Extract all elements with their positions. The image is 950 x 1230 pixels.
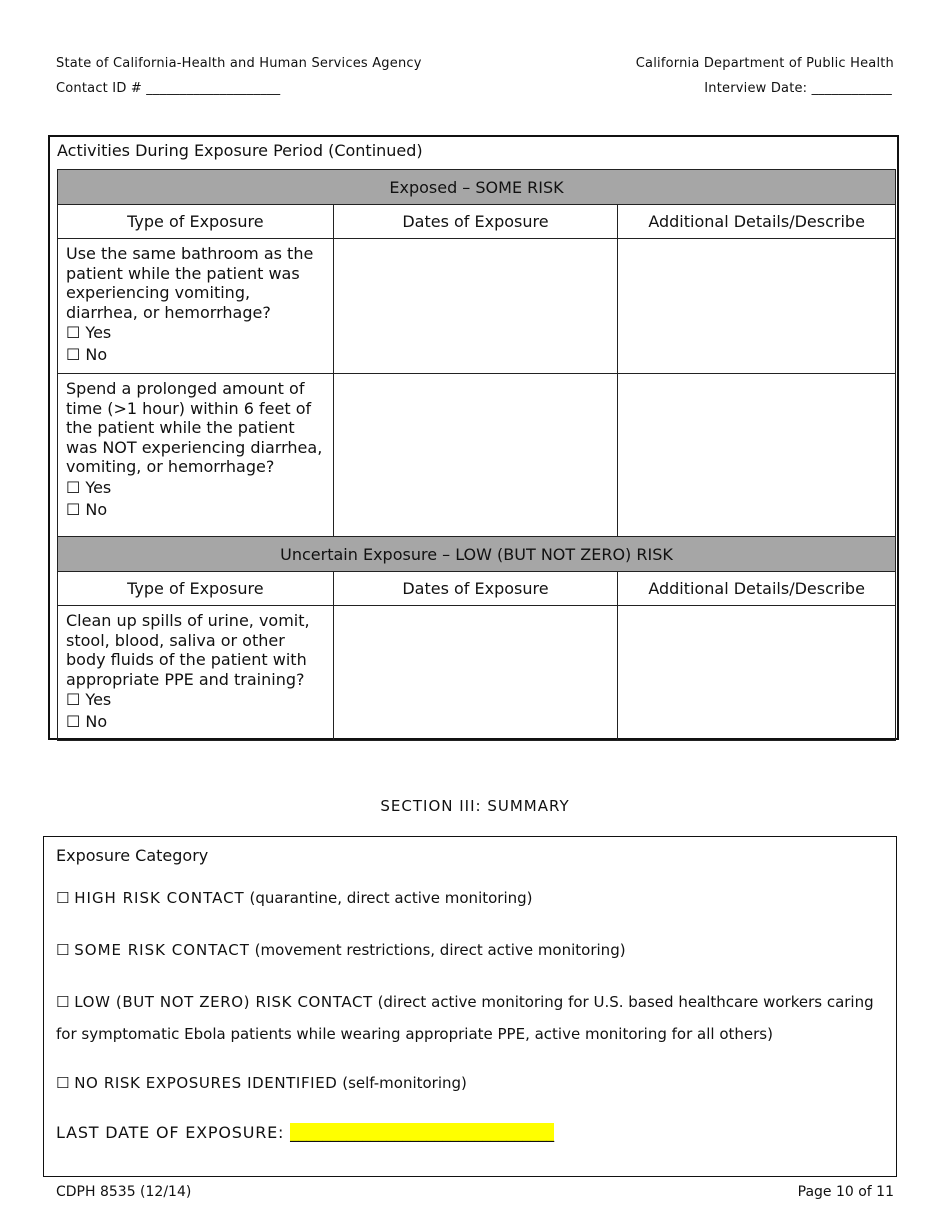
col-type-header: Type of Exposure [58, 205, 334, 239]
last-date-label: LAST DATE OF EXPOSURE: [56, 1123, 291, 1142]
last-date-row [56, 1123, 554, 1142]
activities-caption: Activities During Exposure Period (Continued) [57, 141, 423, 160]
low-risk-desc-continued: for symptomatic Ebola patients while wearing appropriate PPE, active monitoring for all others) [56, 1025, 773, 1043]
details-cell[interactable] [618, 374, 896, 537]
high-risk-label: HIGH RISK CONTACT [74, 889, 245, 907]
details-cell[interactable] [618, 239, 896, 374]
interview-date-field[interactable]: Interview Date: ____________ [704, 81, 892, 96]
table-row [58, 374, 896, 537]
table-row [58, 239, 896, 374]
dates-cell[interactable] [333, 239, 618, 374]
dates-cell[interactable] [333, 374, 618, 537]
some-risk-option[interactable] [56, 941, 626, 959]
exposure-category-label: Exposure Category [56, 846, 209, 865]
some-risk-desc: (movement restrictions, direct active monitoring) [254, 941, 626, 959]
low-risk-option[interactable] [56, 993, 892, 1011]
question-cell [58, 374, 334, 537]
high-risk-option[interactable] [56, 889, 533, 907]
col-details-header: Additional Details/Describe [618, 205, 896, 239]
question-text: Clean up spills of urine, vomit, stool, blood, saliva or other body fluids of the patient with appropriate PPE and training? [66, 611, 310, 689]
department-name: California Department of Public Health [635, 56, 894, 71]
low-risk-band [58, 537, 896, 572]
last-date-field[interactable]: _________________________________ [290, 1123, 555, 1142]
high-risk-checkbox[interactable]: ☐ [56, 889, 70, 907]
col-dates-header: Dates of Exposure [333, 205, 618, 239]
low-risk-desc: (direct active monitoring for U.S. based healthcare workers caring [377, 993, 874, 1011]
activities-box [48, 135, 899, 740]
question-text: Spend a prolonged amount of time (>1 hour) within 6 feet of the patient while the patient was NOT experiencing diarrhea, vomiting, or hemorrhage? [66, 379, 323, 477]
dates-cell[interactable] [333, 606, 618, 741]
no-checkbox[interactable]: ☐ No [66, 499, 108, 519]
yes-checkbox[interactable]: ☐ Yes [66, 477, 112, 497]
question-cell [58, 239, 334, 374]
question-cell [58, 606, 334, 741]
some-risk-label: SOME RISK CONTACT [74, 941, 250, 959]
column-header-row [58, 572, 896, 606]
column-header-row [58, 205, 896, 239]
table-row [58, 606, 896, 741]
yes-checkbox[interactable]: ☐ Yes [66, 323, 112, 343]
question-text: Use the same bathroom as the patient while the patient was experiencing vomiting, diarrhea, or hemorrhage? [66, 244, 314, 322]
form-id: CDPH 8535 (12/14) [56, 1184, 192, 1200]
no-risk-desc: (self-monitoring) [342, 1074, 467, 1092]
agency-name: State of California-Health and Human Services Agency [56, 56, 422, 71]
no-risk-option[interactable] [56, 1074, 467, 1092]
high-risk-desc: (quarantine, direct active monitoring) [249, 889, 533, 907]
low-risk-label: LOW (BUT NOT ZERO) RISK CONTACT [74, 993, 373, 1011]
section-title: SECTION III: SUMMARY [380, 797, 570, 815]
contact-id-field[interactable]: Contact ID # ____________________ [56, 81, 281, 96]
some-risk-checkbox[interactable]: ☐ [56, 941, 70, 959]
yes-checkbox[interactable]: ☐ Yes [66, 690, 112, 710]
col-dates-header: Dates of Exposure [333, 572, 618, 606]
col-type-header: Type of Exposure [58, 572, 334, 606]
details-cell[interactable] [618, 606, 896, 741]
some-risk-band [58, 170, 896, 205]
page-number: Page 10 of 11 [797, 1184, 894, 1200]
no-checkbox[interactable]: ☐ No [66, 712, 108, 732]
summary-box [43, 836, 897, 1177]
no-checkbox[interactable]: ☐ No [66, 345, 108, 365]
exposure-table [57, 169, 896, 741]
some-risk-title: Exposed – SOME RISK [58, 170, 896, 205]
low-risk-title: Uncertain Exposure – LOW (BUT NOT ZERO) RISK [58, 537, 896, 572]
col-details-header: Additional Details/Describe [618, 572, 896, 606]
no-risk-label: NO RISK EXPOSURES IDENTIFIED [74, 1074, 338, 1092]
low-risk-checkbox[interactable]: ☐ [56, 993, 70, 1011]
no-risk-checkbox[interactable]: ☐ [56, 1074, 70, 1092]
